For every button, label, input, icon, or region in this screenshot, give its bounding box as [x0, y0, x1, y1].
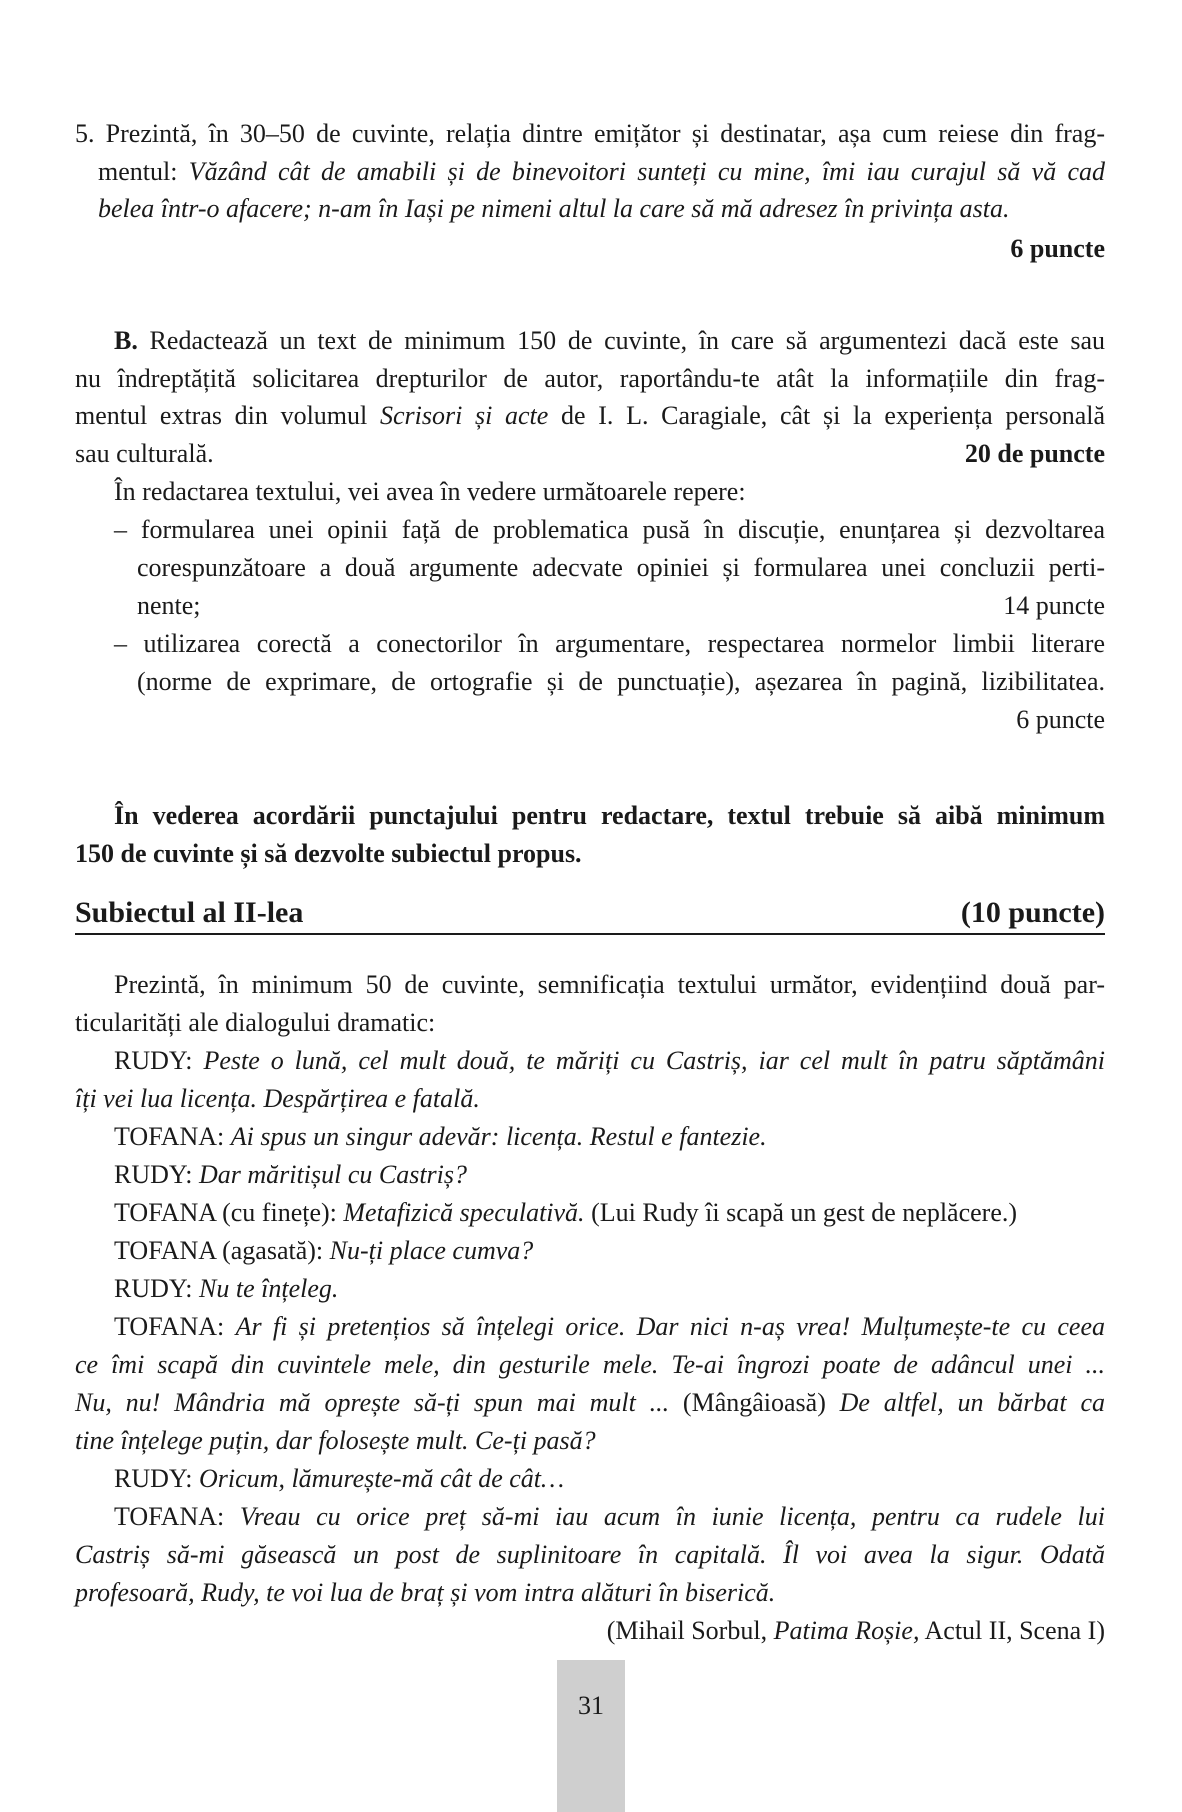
q5-line-3: belea într-o afacere; n-am în Iași pe nimeni altul la care să mă adresez în privința asta. [98, 194, 1010, 223]
task-line-1: Prezintă, în minimum 50 de cuvinte, semnificația textului următor, evidențiind două par- [114, 970, 1105, 999]
dialog-line-3: TOFANA: Ai spus un singur adevăr: licența. Restul e fantezie. [114, 1122, 767, 1151]
dialog-line-8: TOFANA: Ar fi și pretențios să înțelegi orice. Dar nici n-aș vrea! Mulțumește-te cu ceea [114, 1312, 1105, 1341]
b-line-4: sau culturală. [75, 439, 214, 468]
b-points: 20 de puncte [964, 439, 1105, 468]
b-line-2: nu îndreptățită solicitarea drepturilor de autor, raportându-te atât la informațiile din frag- [75, 364, 1105, 393]
dialog-line-13: TOFANA: Vreau cu orice preț să-mi iau acum în iunie licența, pentru ca rudele lui [114, 1502, 1105, 1531]
b-line-1: B. Redactează un text de minimum 150 de cuvinte, în care să argumentezi dacă este sau [114, 326, 1105, 355]
dialog-line-11: tine înțelege puțin, dar folosește mult. Ce-ți pasă? [75, 1426, 596, 1455]
note-line-1: În vederea acordării punctajului pentru redactare, textul trebuie să aibă minimum [114, 801, 1105, 830]
b-criterion-2-points: 6 puncte [1016, 705, 1105, 734]
source-citation: (Mihail Sorbul, Patima Roșie, Actul II, Scena I) [606, 1616, 1105, 1645]
dialog-line-7: RUDY: Nu te înțeleg. [114, 1274, 339, 1303]
dialog-line-9: ce îmi scapă din cuvintele mele, din gesturile mele. Te-ai îngrozi poate de adâncul unei ... [75, 1350, 1105, 1379]
dialog-line-6: TOFANA (agasată): Nu-ți place cumva? [114, 1236, 534, 1265]
dialog-line-10: Nu, nu! Mândria mă oprește să-ți spun mai mult ... (Mângâioasă) De altfel, un bărbat ca [75, 1388, 1105, 1417]
section-heading [75, 893, 1105, 935]
b-criterion-1-points: 14 puncte [1003, 591, 1105, 620]
b-criterion-1-line-1: – formularea unei opinii față de problematica pusă în discuție, enunțarea și dezvoltarea [114, 515, 1105, 544]
q5-line-2: mentul: Văzând cât de amabili și de binevoitori sunteți cu mine, îmi iau curajul să vă cad [98, 157, 1105, 186]
q5-line-1: 5. Prezintă, în 30–50 de cuvinte, relația dintre emițător și destinatar, așa cum reiese din frag- [75, 119, 1105, 148]
dialog-line-14: Castriș să-mi găsească un post de suplinitoare în capitală. Îl voi avea la sigur. Odată [75, 1540, 1105, 1569]
b-line-3: mentul extras din volumul Scrisori și acte de I. L. Caragiale, cât și la experiența personală [75, 401, 1106, 430]
dialog-line-2: îți vei lua licența. Despărțirea e fatală. [75, 1084, 480, 1113]
page-number-tab [557, 1660, 625, 1812]
b-criteria-intro: În redactarea textului, vei avea în vedere următoarele repere: [114, 477, 746, 506]
dialog-line-5: TOFANA (cu finețe): Metafizică speculativă. (Lui Rudy îi scapă un gest de neplăcere.) [114, 1198, 1018, 1227]
section-points: (10 puncte) [960, 896, 1105, 929]
dialog-line-4: RUDY: Dar măritișul cu Castriș? [114, 1160, 468, 1189]
note-line-2: 150 de cuvinte și să dezvolte subiectul propus. [75, 839, 582, 868]
b-criterion-1-line-3: nente; [137, 591, 201, 620]
section-title: Subiectul al II-lea [75, 896, 304, 929]
b-criterion-1-line-2: corespunzătoare a două argumente adecvate opiniei și formularea unei concluzii perti- [137, 553, 1105, 582]
b-criterion-2-line-1: – utilizarea corectă a conectorilor în argumentare, respectarea normelor limbii literare [114, 629, 1105, 658]
dialog-line-12: RUDY: Oricum, lămurește-mă cât de cât… [114, 1464, 565, 1493]
dialog-line-15: profesoară, Rudy, te voi lua de braț și vom intra alături în biserică. [75, 1578, 776, 1607]
dialog-line-1: RUDY: Peste o lună, cel mult două, te măriți cu Castriș, iar cel mult în patru săptămâni [114, 1046, 1106, 1075]
page-number: 31 [578, 1691, 604, 1720]
q5-points: 6 puncte [1010, 234, 1105, 263]
task-line-2: ticularități ale dialogului dramatic: [75, 1008, 436, 1037]
b-criterion-2-line-2: (norme de exprimare, de ortografie și de punctuație), așezarea în pagină, lizibilitatea. [137, 667, 1105, 696]
